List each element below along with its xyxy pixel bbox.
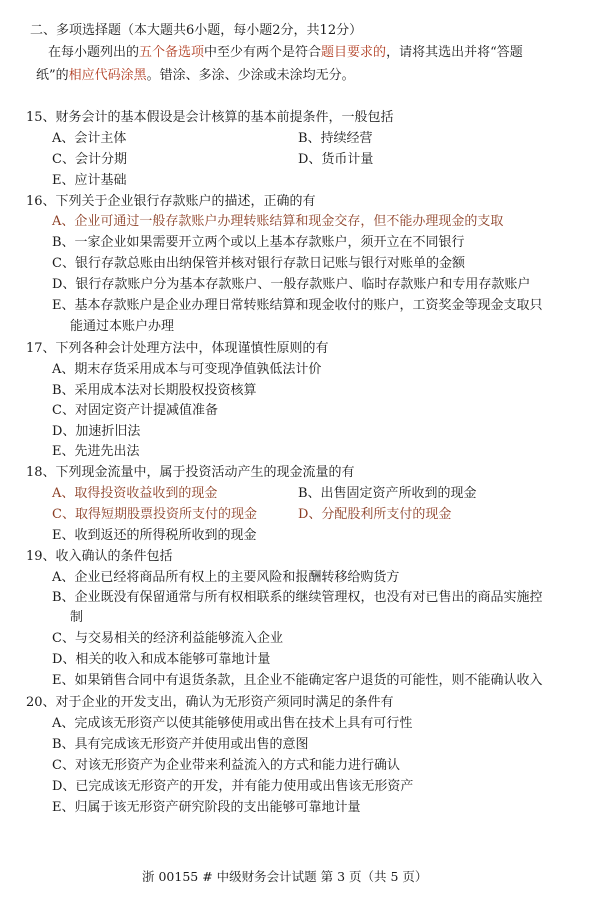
- q19-option-b: B、企业既没有保留通常与所有权相联系的继续管理权，也没有对已售出的商品实施控: [52, 590, 543, 605]
- q15-option-b: B、持续经营: [298, 131, 373, 146]
- q20-option-e: E、归属于该无形资产研究阶段的支出能够可靠地计量: [52, 800, 361, 815]
- question-16-stem: 16、下列关于企业银行存款账户的描述，正确的有: [26, 194, 316, 209]
- question-18-stem: 18、下列现金流量中，属于投资活动产生的现金流量的有: [26, 465, 355, 480]
- question-19-stem: 19、收入确认的条件包括: [26, 549, 173, 564]
- q20-option-d: D、已完成该无形资产的开发，并有能力使用或出售该无形资产: [52, 779, 414, 794]
- q17-option-c: C、对固定资产计提减值准备: [52, 403, 218, 418]
- instruction-highlight: 相应代码涂黑: [68, 68, 147, 83]
- page-footer: 浙 00155 # 中级财务会计试题 第 3 页（共 5 页）: [142, 869, 428, 884]
- q15-option-a: A、会计主体: [52, 131, 127, 146]
- instruction-text: 在每小题列出的: [48, 45, 140, 60]
- instruction-highlight: 题目要求的: [321, 45, 387, 60]
- q15-option-d: D、货币计量: [298, 152, 374, 167]
- q17-option-a: A、期末存货采用成本与可变现净值孰低法计价: [52, 362, 322, 377]
- q19-option-a: A、企业已经将商品所有权上的主要风险和报酬转移给购货方: [52, 570, 400, 585]
- q18-option-d: D、分配股利所支付的现金: [298, 507, 452, 522]
- q16-option-e: E、基本存款账户是企业办理日常转账结算和现金收付的账户，工资奖金等现金支取只: [52, 298, 543, 313]
- question-15-stem: 15、财务会计的基本假设是会计核算的基本前提条件，一般包括: [26, 110, 394, 125]
- question-20-stem: 20、对于企业的开发支出，确认为无形资产须同时满足的条件有: [26, 695, 394, 710]
- q16-option-a: A、企业可通过一般存款账户办理转账结算和现金交存，但不能办理现金的支取: [52, 214, 504, 229]
- q19-option-e: E、如果销售合同中有退货条款，且企业不能确定客户退货的可能性，则不能确认收入: [52, 673, 543, 688]
- q20-option-b: B、具有完成该无形资产并使用或出售的意图: [52, 737, 309, 752]
- q19-option-c: C、与交易相关的经济利益能够流入企业: [52, 631, 283, 646]
- instruction-highlight: 五个备选项: [139, 45, 205, 60]
- q15-option-c: C、会计分期: [52, 152, 127, 167]
- q15-option-e: E、应计基础: [52, 173, 127, 188]
- section-title: 二、多项选择题（本大题共6小题，每小题2分，共12分）: [30, 23, 363, 38]
- instruction-text: 。错涂、多涂、少涂或未涂均无分。: [146, 68, 355, 83]
- instruction-text: ，请将其选出并将“答题: [386, 45, 523, 60]
- q19-option-b-continued: 制: [70, 610, 84, 625]
- q17-option-e: E、先进先出法: [52, 444, 140, 459]
- q16-option-b: B、一家企业如果需要开立两个或以上基本存款账户，须开立在不同银行: [52, 235, 465, 250]
- q18-option-b: B、出售固定资产所收到的现金: [298, 486, 477, 501]
- q16-option-e-continued: 能通过本账户办理: [70, 319, 175, 334]
- instruction-line-1: [48, 44, 523, 62]
- instruction-line-2: [36, 67, 355, 85]
- question-17-stem: 17、下列各种会计处理方法中，体现谨慎性原则的有: [26, 341, 329, 356]
- q19-option-d: D、相关的收入和成本能够可靠地计量: [52, 652, 271, 667]
- q17-option-d: D、加速折旧法: [52, 424, 141, 439]
- q17-option-b: B、采用成本法对长期股权投资核算: [52, 383, 257, 398]
- q20-option-c: C、对该无形资产为企业带来利益流入的方式和能力进行确认: [52, 758, 400, 773]
- instruction-text: 中至少有两个是符合: [204, 45, 322, 60]
- q20-option-a: A、完成该无形资产以使其能够使用或出售在技术上具有可行性: [52, 716, 413, 731]
- q18-option-e: E、收到返还的所得税所收到的现金: [52, 528, 257, 543]
- q16-option-c: C、银行存款总账由出纳保管并核对银行存款日记账与银行对账单的金额: [52, 256, 465, 271]
- q18-option-a: A、取得投资收益收到的现金: [52, 486, 218, 501]
- q18-option-c: C、取得短期股票投资所支付的现金: [52, 507, 257, 522]
- q16-option-d: D、银行存款账户分为基本存款账户、一般存款账户、临时存款账户和专用存款账户: [52, 277, 531, 292]
- instruction-text: 纸”的: [36, 68, 69, 83]
